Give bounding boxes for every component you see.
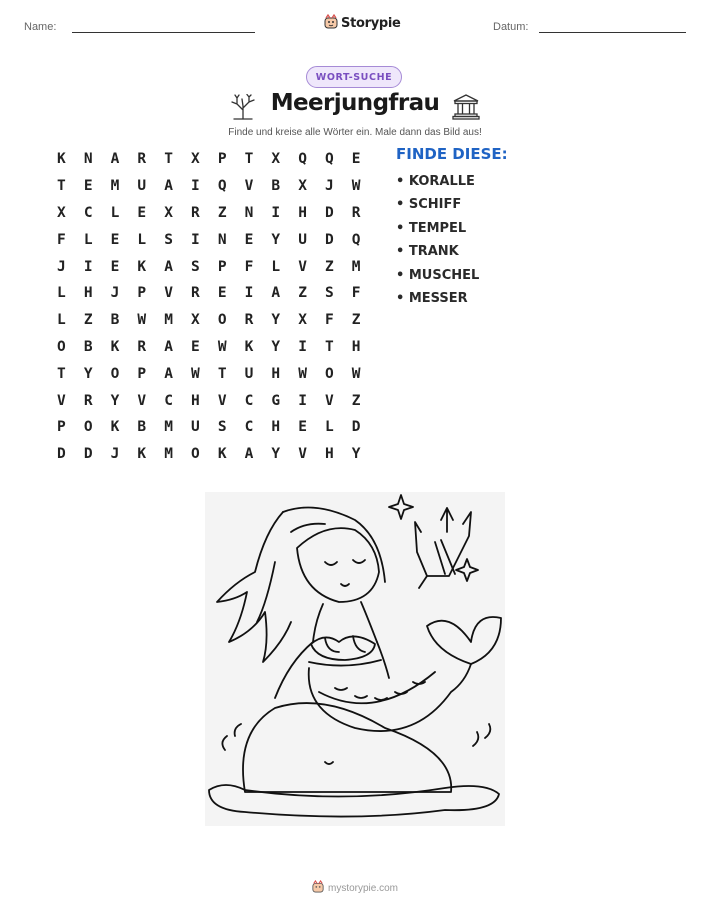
grid-cell[interactable]: Z (351, 392, 361, 409)
grid-cell[interactable]: A (110, 151, 120, 168)
grid-cell[interactable]: R (191, 285, 200, 302)
grid-row (48, 200, 370, 227)
grid-cell[interactable]: S (164, 231, 173, 248)
grid-cell[interactable]: Q (351, 231, 361, 248)
grid-cell[interactable]: H (271, 365, 281, 382)
grid-cell[interactable]: Z (298, 285, 307, 302)
grid-cell[interactable]: Y (351, 446, 361, 463)
word-item: • SCHIFF (396, 197, 462, 213)
grid-cell[interactable]: E (191, 338, 200, 355)
grid-cell[interactable]: P (137, 285, 147, 302)
grid-cell[interactable]: K (110, 419, 120, 436)
storypie-logo-icon (324, 14, 338, 33)
grid-cell[interactable]: A (164, 178, 173, 195)
grid-cell[interactable]: O (325, 365, 334, 382)
grid-cell[interactable]: O (57, 338, 66, 355)
grid-cell[interactable]: V (244, 178, 254, 195)
grid-cell[interactable]: P (217, 258, 227, 275)
grid-cell[interactable]: X (57, 204, 66, 221)
grid-cell[interactable]: E (137, 204, 147, 221)
grid-cell[interactable]: L (325, 419, 334, 436)
grid-cell[interactable]: O (217, 312, 227, 329)
grid-cell[interactable]: Z (83, 312, 93, 329)
grid-cell[interactable]: C (164, 392, 173, 409)
grid-cell[interactable]: V (298, 258, 307, 275)
grid-cell[interactable]: C (244, 419, 254, 436)
grid-cell[interactable]: Z (351, 312, 361, 329)
grid-cell[interactable]: D (83, 446, 93, 463)
grid-cell[interactable]: E (351, 151, 361, 168)
grid-cell[interactable]: Q (217, 178, 227, 195)
grid-row (48, 173, 370, 200)
grid-cell[interactable]: P (217, 151, 227, 168)
grid-cell[interactable]: Y (83, 365, 93, 382)
grid-cell[interactable]: E (110, 231, 120, 248)
grid-cell[interactable]: R (244, 312, 254, 329)
date-line[interactable] (539, 32, 686, 33)
grid-cell[interactable]: I (191, 231, 200, 248)
instructions: Finde und kreise alle Wörter ein. Male dann das Bild aus! (228, 127, 482, 138)
name-label: Name: (24, 21, 57, 33)
name-line[interactable] (72, 32, 255, 33)
grid-cell[interactable]: K (244, 338, 254, 355)
grid-cell[interactable]: J (57, 258, 66, 275)
grid-cell[interactable]: D (57, 446, 66, 463)
grid-cell[interactable]: J (325, 178, 334, 195)
grid-cell[interactable]: A (164, 338, 173, 355)
grid-row (48, 360, 370, 387)
mermaid-coloring-illustration (205, 492, 505, 826)
grid-row (48, 253, 370, 280)
grid-row (48, 387, 370, 414)
grid-cell[interactable]: M (110, 178, 120, 195)
grid-cell[interactable]: L (137, 231, 147, 248)
grid-cell[interactable]: T (244, 151, 254, 168)
grid-cell[interactable]: T (325, 338, 334, 355)
grid-cell[interactable]: F (57, 231, 66, 248)
grid-cell[interactable]: F (244, 258, 254, 275)
grid-cell[interactable]: K (110, 338, 120, 355)
brand (324, 14, 401, 33)
grid-cell[interactable]: W (298, 365, 307, 382)
grid-cell[interactable]: I (298, 338, 307, 355)
grid-cell[interactable]: M (164, 312, 173, 329)
grid-row (48, 226, 370, 253)
grid-cell[interactable]: Y (271, 231, 281, 248)
grid-row (48, 280, 370, 307)
grid-cell[interactable]: T (217, 365, 227, 382)
grid-cell[interactable]: U (298, 231, 307, 248)
grid-cell[interactable]: Z (217, 204, 227, 221)
grid-cell[interactable]: W (351, 178, 361, 195)
grid-row (48, 307, 370, 334)
grid-cell[interactable]: W (351, 365, 361, 382)
grid-cell[interactable]: P (57, 419, 66, 436)
grid-cell[interactable]: B (137, 419, 147, 436)
grid-cell[interactable]: P (137, 365, 147, 382)
grid-cell[interactable]: Q (298, 151, 307, 168)
grid-cell[interactable]: H (191, 392, 200, 409)
footer (300, 880, 410, 896)
temple-icon (452, 93, 480, 124)
grid-cell[interactable]: D (351, 419, 361, 436)
grid-cell[interactable]: S (191, 258, 200, 275)
grid-cell[interactable]: Z (325, 258, 334, 275)
grid-cell[interactable]: G (271, 392, 281, 409)
grid-cell[interactable]: M (351, 258, 361, 275)
grid-cell[interactable]: T (57, 178, 66, 195)
grid-cell[interactable]: N (217, 231, 227, 248)
grid-cell[interactable]: I (244, 285, 254, 302)
grid-cell[interactable]: X (298, 312, 307, 329)
grid-cell[interactable]: X (271, 151, 281, 168)
grid-cell[interactable]: H (83, 285, 93, 302)
grid-row (48, 441, 370, 468)
word-item: • MESSER (396, 290, 468, 306)
grid-cell[interactable]: A (244, 446, 254, 463)
grid-cell[interactable]: L (57, 285, 66, 302)
grid-cell[interactable]: I (83, 258, 93, 275)
grid-cell[interactable]: F (351, 285, 361, 302)
grid-cell[interactable]: R (351, 204, 361, 221)
word-item: • TEMPEL (396, 220, 467, 236)
grid-cell[interactable]: F (325, 312, 334, 329)
date-label: Datum: (493, 21, 529, 33)
grid-cell[interactable]: H (351, 338, 361, 355)
grid-cell[interactable]: L (83, 231, 93, 248)
grid-cell[interactable]: A (164, 258, 173, 275)
grid-cell[interactable]: Y (271, 446, 281, 463)
grid-cell[interactable]: W (137, 312, 147, 329)
footer-url: mystorypie.com (327, 882, 398, 894)
grid-cell[interactable]: A (271, 285, 281, 302)
word-list (396, 170, 479, 310)
grid-cell[interactable]: R (137, 338, 147, 355)
grid-cell[interactable]: Y (271, 312, 281, 329)
grid-row (48, 414, 370, 441)
brand-name: Storypie (341, 16, 401, 31)
grid-cell[interactable]: I (271, 204, 281, 221)
grid-cell[interactable]: B (271, 178, 281, 195)
worksheet-type-badge: WORT-SUCHE (306, 66, 402, 88)
word-item: • MUSCHEL (396, 267, 480, 283)
grid-cell[interactable]: W (191, 365, 200, 382)
grid-cell[interactable]: I (298, 392, 307, 409)
grid-cell[interactable]: X (191, 312, 200, 329)
grid-cell[interactable]: V (217, 392, 227, 409)
grid-cell[interactable]: C (244, 392, 254, 409)
grid-cell[interactable]: E (244, 231, 254, 248)
grid-cell[interactable]: B (83, 338, 93, 355)
coral-icon (228, 94, 258, 124)
grid-cell[interactable]: H (325, 446, 334, 463)
grid-cell[interactable]: R (137, 151, 147, 168)
grid-cell[interactable]: J (110, 446, 120, 463)
grid-cell[interactable]: Y (110, 392, 120, 409)
grid-cell[interactable]: K (137, 258, 147, 275)
grid-cell[interactable]: N (244, 204, 254, 221)
grid-cell[interactable]: L (57, 312, 66, 329)
grid-cell[interactable]: E (110, 258, 120, 275)
grid-cell[interactable]: K (217, 446, 227, 463)
word-search-grid (48, 146, 370, 468)
grid-cell[interactable]: X (164, 204, 173, 221)
grid-cell[interactable]: M (164, 419, 173, 436)
grid-cell[interactable]: K (137, 446, 147, 463)
find-heading: FINDE DIESE: (396, 145, 508, 163)
grid-cell[interactable]: J (110, 285, 120, 302)
grid-cell[interactable]: O (83, 419, 93, 436)
grid-cell[interactable]: T (164, 151, 173, 168)
grid-cell[interactable]: V (164, 285, 173, 302)
grid-cell[interactable]: E (298, 419, 307, 436)
grid-cell[interactable]: V (325, 392, 334, 409)
grid-cell[interactable]: Q (325, 151, 334, 168)
grid-cell[interactable]: U (191, 419, 200, 436)
grid-cell[interactable]: O (110, 365, 120, 382)
grid-cell[interactable]: E (83, 178, 93, 195)
grid-cell[interactable]: V (57, 392, 66, 409)
grid-cell[interactable]: X (191, 151, 200, 168)
grid-cell[interactable]: W (217, 338, 227, 355)
grid-cell[interactable]: D (325, 231, 334, 248)
grid-cell[interactable]: H (298, 204, 307, 221)
grid-cell[interactable]: L (110, 204, 120, 221)
grid-cell[interactable]: N (83, 151, 93, 168)
grid-cell[interactable]: I (191, 178, 200, 195)
grid-cell[interactable]: T (57, 365, 66, 382)
grid-cell[interactable]: Y (271, 338, 281, 355)
grid-cell[interactable]: V (137, 392, 147, 409)
word-item: • KORALLE (396, 174, 475, 189)
grid-cell[interactable]: K (57, 151, 66, 168)
word-item: • TRANK (396, 244, 459, 260)
grid-cell[interactable]: D (325, 204, 334, 221)
grid-cell[interactable]: S (217, 419, 227, 436)
grid-cell[interactable]: E (217, 285, 227, 302)
grid-row (48, 146, 370, 173)
grid-cell[interactable]: R (83, 392, 93, 409)
grid-row (48, 334, 370, 361)
grid-cell[interactable]: H (271, 419, 281, 436)
grid-cell[interactable]: A (164, 365, 173, 382)
grid-cell[interactable]: L (271, 258, 281, 275)
grid-cell[interactable]: X (298, 178, 307, 195)
page-title: Meerjungfrau (270, 90, 440, 116)
grid-cell[interactable]: U (137, 178, 147, 195)
grid-cell[interactable]: M (164, 446, 173, 463)
grid-cell[interactable]: V (298, 446, 307, 463)
grid-cell[interactable]: O (191, 446, 200, 463)
storypie-logo-icon (312, 880, 324, 896)
grid-cell[interactable]: U (244, 365, 254, 382)
grid-cell[interactable]: R (191, 204, 200, 221)
grid-cell[interactable]: B (110, 312, 120, 329)
grid-cell[interactable]: S (325, 285, 334, 302)
grid-cell[interactable]: C (83, 204, 93, 221)
